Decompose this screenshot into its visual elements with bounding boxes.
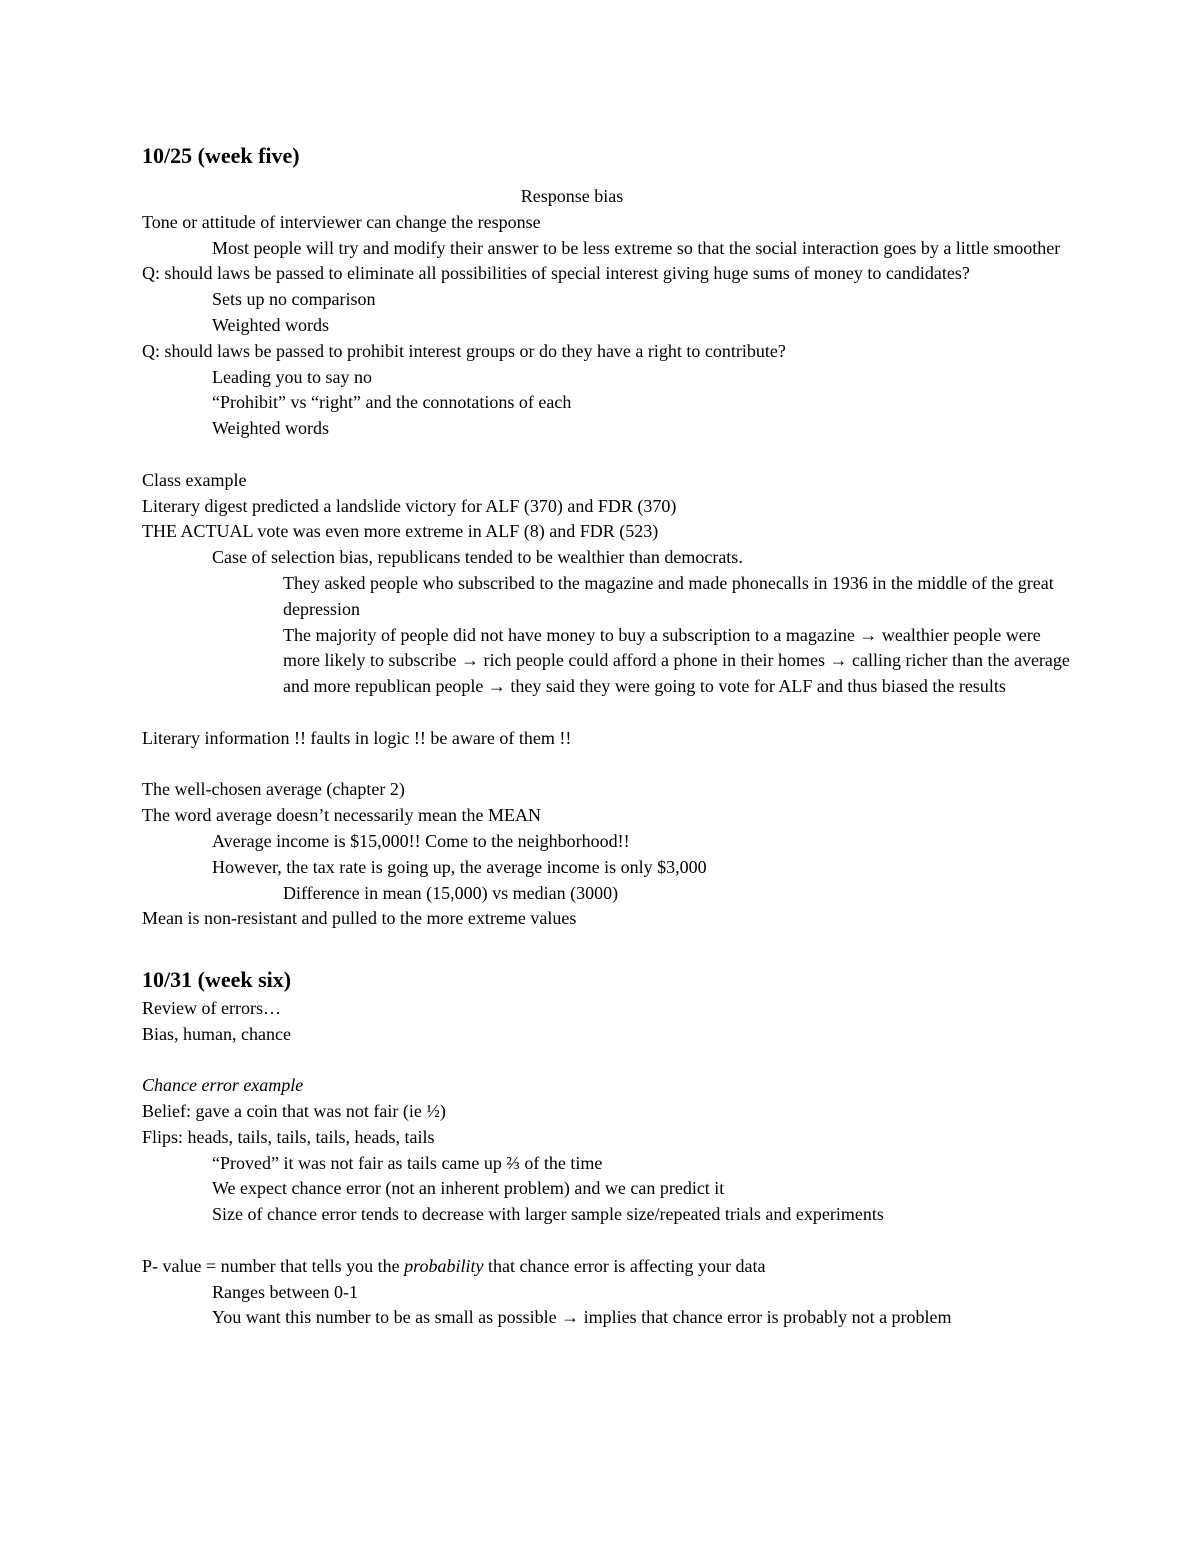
note-line: Mean is non-resistant and pulled to the more extreme values [142,908,577,929]
note-line: We expect chance error (not an inherent problem) and we can predict it [212,1178,725,1199]
note-line: Weighted words [212,418,330,439]
note-line: Bias, human, chance [142,1023,291,1044]
spacer [142,932,1072,958]
note-line: Class example [142,469,247,490]
note-line: Size of chance error tends to decrease with larger sample size/repeated trials and experiments [212,1204,884,1225]
note-line: Literary digest predicted a landslide victory for ALF (370) and FDR (370) [142,495,677,516]
note-line: The well-chosen average (chapter 2) [142,779,405,800]
spacer [142,752,1072,778]
note-line: The word average doesn’t necessarily mean the MEAN [142,805,542,826]
note-line: Difference in mean (15,000) vs median (3000) [283,882,619,903]
spacer [142,700,1072,726]
note-line: Sets up no comparison [212,289,376,310]
document-page [142,140,1072,1331]
topic-title: Response bias [520,186,624,206]
note-line: Weighted words [212,314,330,335]
note-line: You want this number to be as small as possible → implies that chance error is probably not a problem [212,1307,952,1328]
note-line: “Prohibit” vs “right” and the connotations of each [212,392,572,413]
note-line: Most people will try and modify their answer to be less extreme so that the social interaction goes by a little smoother [212,237,1061,258]
note-line: Average income is $15,000!! Come to the neighborhood!! [212,830,630,851]
note-line: Review of errors… [142,997,281,1018]
section-heading-week-five: 10/25 (week five) [142,143,300,168]
question-line: Q: should laws be passed to eliminate all possibilities of special interest giving huge sums of money to candidates? [142,263,970,284]
note-line: Leading you to say no [212,366,372,387]
note-line: The majority of people did not have money to buy a subscription to a magazine → wealthier people were more likely to subscribe → rich people could afford a phone in their homes → calling richer than the average and more republican people → they said they were going to vote for ALF and thus biased the results [283,624,1070,697]
question-line: Q: should laws be passed to prohibit interest groups or do they have a right to contribute? [142,340,786,361]
note-line: “Proved” it was not fair as tails came up ⅔ of the time [212,1152,603,1173]
spacer [142,1228,1072,1254]
note-line: Literary information !! faults in logic !! be aware of them !! [142,727,572,748]
note-line: Case of selection bias, republicans tended to be wealthier than democrats. [212,547,743,568]
pvalue-text-end: that chance error is affecting your data [483,1255,766,1276]
note-line: They asked people who subscribed to the magazine and made phonecalls in 1936 in the middle of the great depression [283,572,1054,619]
note-line: Flips: heads, tails, tails, tails, heads, tails [142,1126,435,1147]
pvalue-definition [142,1254,1072,1280]
pvalue-text-start: P- value = number that tells you the [142,1255,405,1276]
section-heading-week-six: 10/31 (week six) [142,966,292,992]
note-line: Belief: gave a coin that was not fair (ie ½) [142,1101,446,1122]
note-line: THE ACTUAL vote was even more extreme in ALF (8) and FDR (523) [142,521,659,542]
note-line: Ranges between 0-1 [212,1281,358,1302]
subsection-title: Chance error example [142,1075,304,1096]
pvalue-emphasis: probability [404,1255,484,1276]
note-line: However, the tax rate is going up, the average income is only $3,000 [212,856,707,877]
spacer [142,442,1072,468]
note-line: Tone or attitude of interviewer can change the response [142,211,541,232]
spacer [142,1048,1072,1074]
